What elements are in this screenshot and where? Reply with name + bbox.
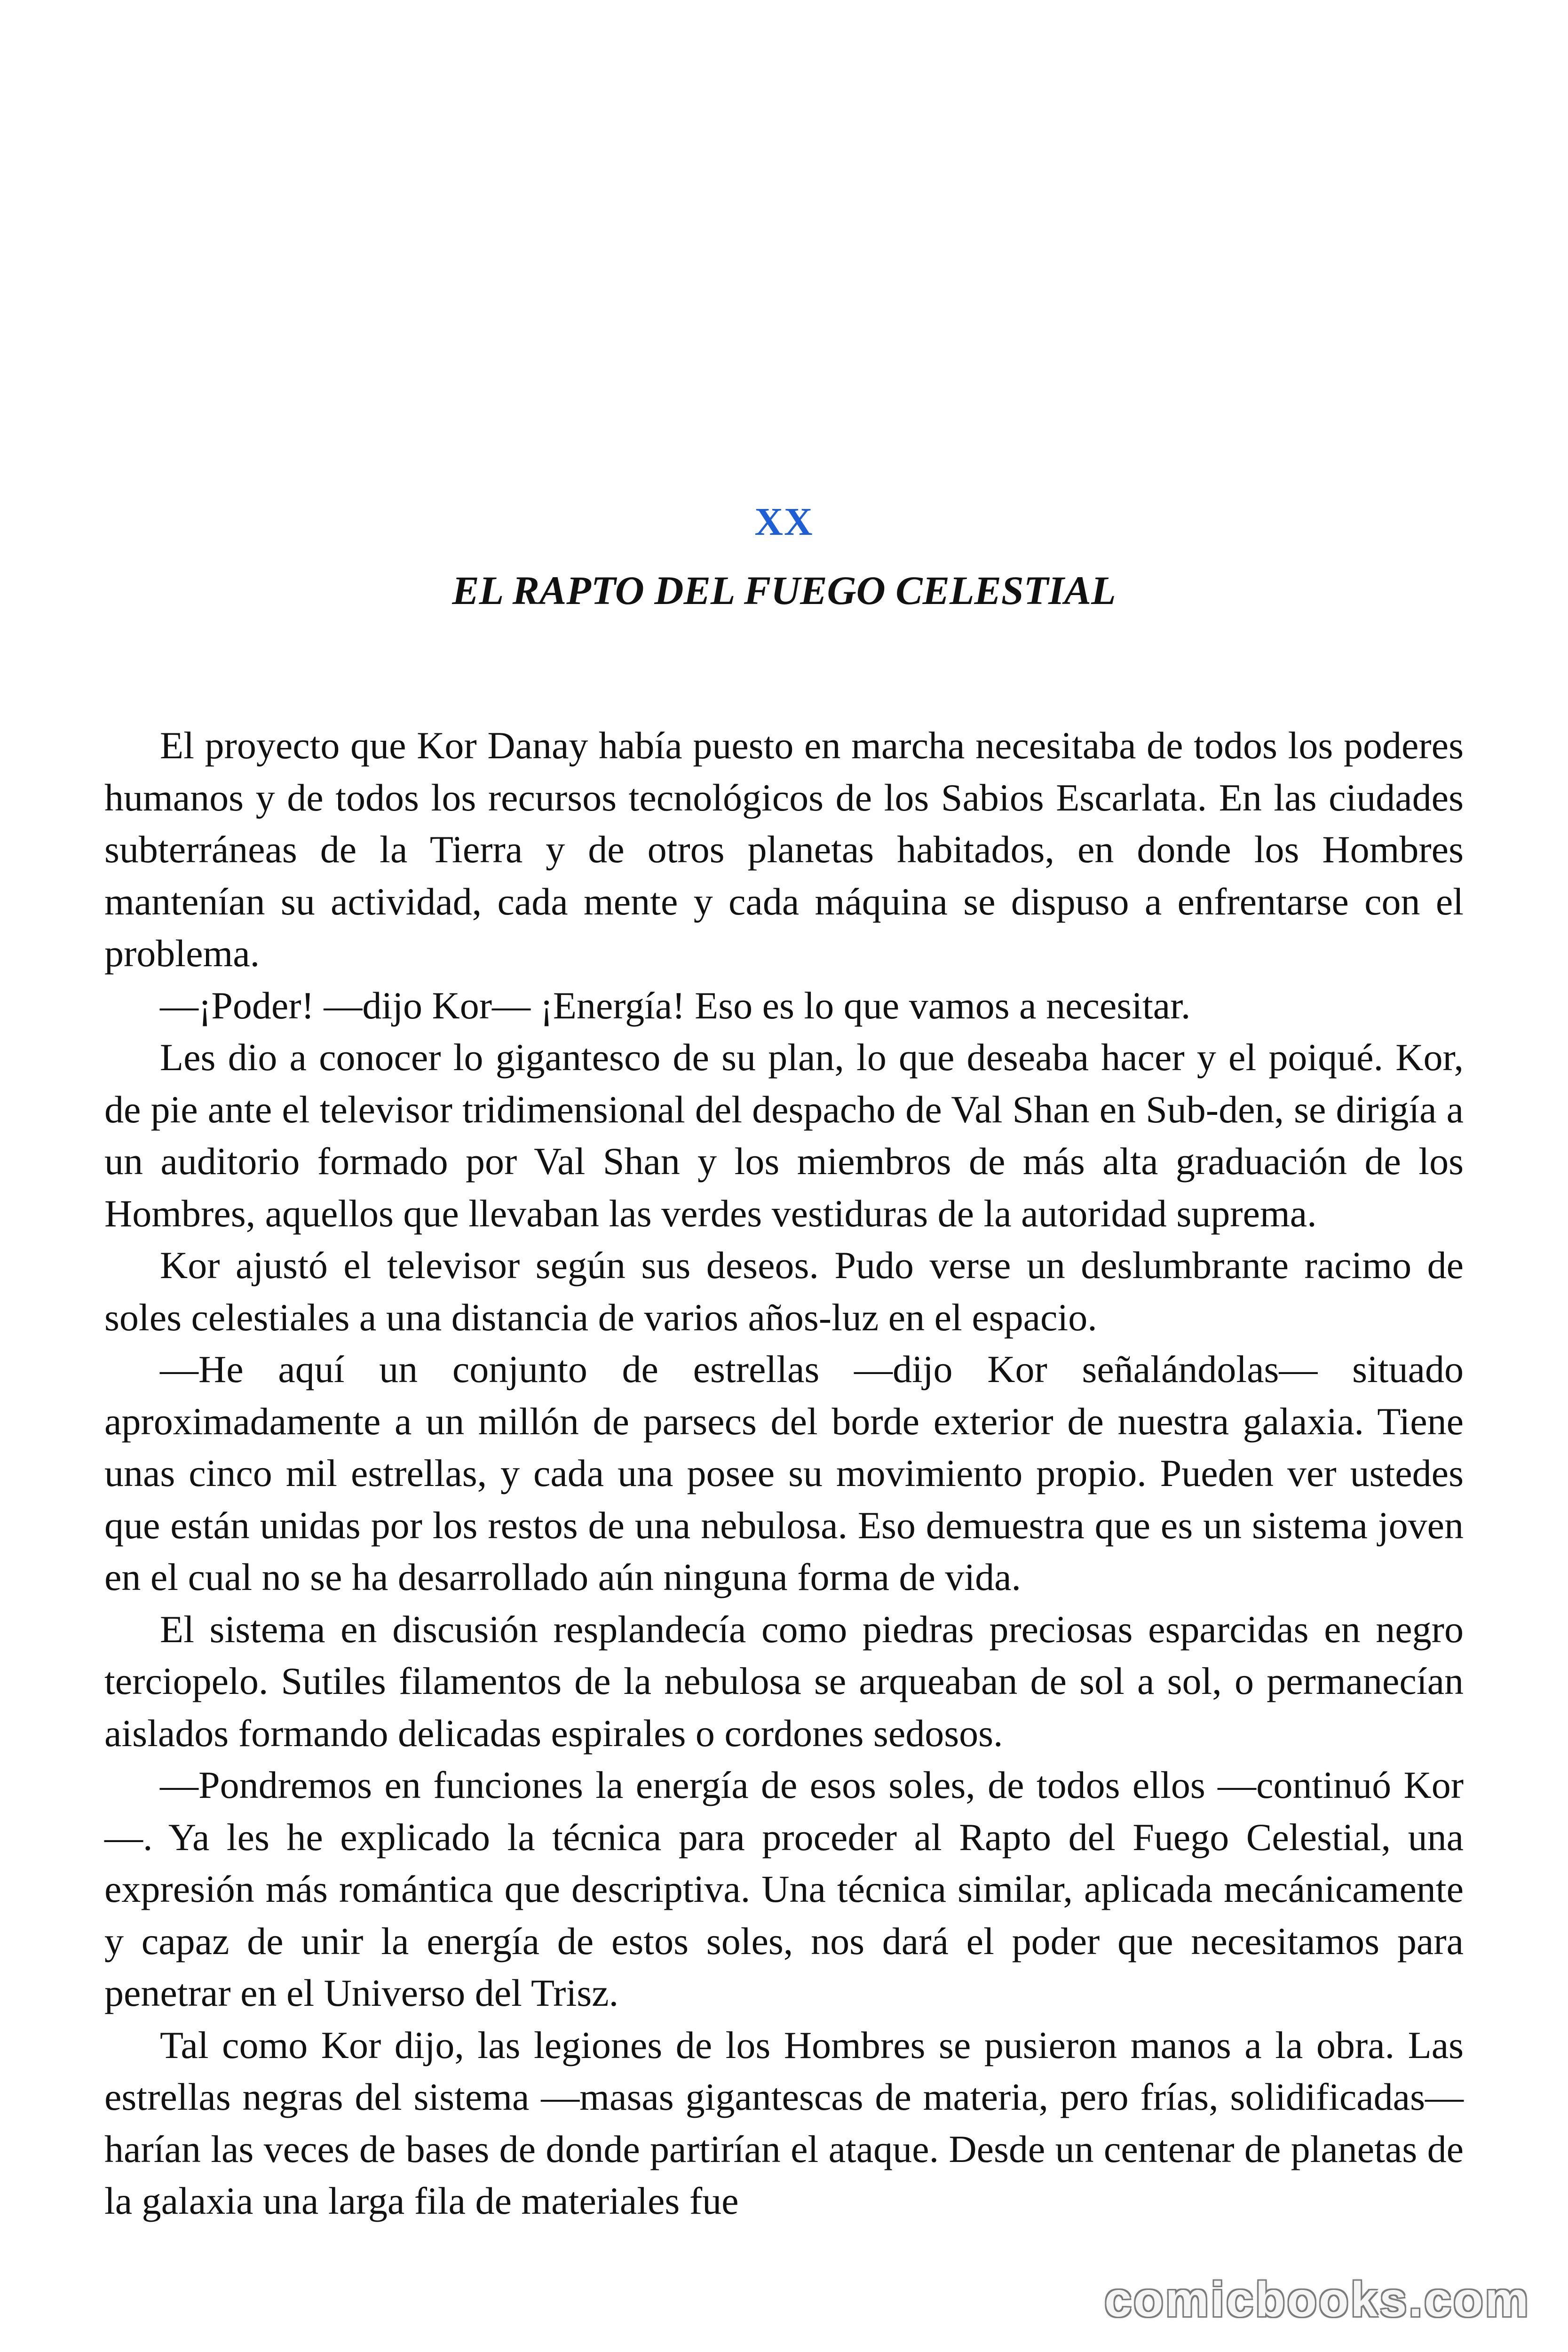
paragraph: Tal como Kor dijo, las legiones de los Hombres se pusieron manos a la obra. Las estrellas negras del sistema —masas gigantescas de materia, pero frías, solidificadas— harían las veces de bases de donde partirían el ataque. Desde un centenar de planetas de la galaxia una larga fila de materiales fue xyxy=(104,2023,1464,2222)
paragraph: Les dio a conocer lo gigantesco de su plan, lo que deseaba hacer y el poiqué. Kor, de pie ante el televisor tridimensional del despacho de Val Shan en Sub-den, se dirigía a un auditorio formado por Val Shan y los miembros de más alta graduación de los Hombres, aquellos que llevaban las verdes vestiduras de la autoridad suprema. xyxy=(104,1036,1464,1235)
paragraph: —¡Poder! —dijo Kor— ¡Energía! Eso es lo que vamos a necesitar. xyxy=(160,984,1191,1027)
chapter-body xyxy=(104,720,1464,2227)
paragraph: —Pondremos en funciones la energía de esos soles, de todos ellos —continuó Kor—. Ya les he explicado la técnica para proceder al Rapto del Fuego Celestial, una expresión más romántica que descriptiva. Una técnica similar, aplicada mecánicamente y capaz de unir la energía de estos soles, nos dará el poder que necesitamos para penetrar en el Universo del Trisz. xyxy=(104,1764,1464,2014)
paragraph: Kor ajustó el televisor según sus deseos. Pudo verse un deslumbrante racimo de soles celestiales a una distancia de varios años-luz en el espacio. xyxy=(104,1244,1464,1339)
paragraph: El proyecto que Kor Danay había puesto en marcha necesitaba de todos los poderes humanos y de todos los recursos tecnológicos de los Sabios Escarlata. En las ciudades subterráneas de la Tierra y de otros planetas habitados, en donde los Hombres mantenían su actividad, cada mente y cada máquina se dispuso a enfrentarse con el problema. xyxy=(104,724,1464,975)
site-watermark: comicbooks.com xyxy=(1104,2273,1530,2327)
chapter-number: XX xyxy=(754,500,814,544)
paragraph: —He aquí un conjunto de estrellas —dijo Kor señalándolas— situado aproximadamente a un millón de parsecs del borde exterior de nuestra galaxia. Tiene unas cinco mil estrellas, y cada una posee su movimiento propio. Pueden ver ustedes que están unidas por los restos de una nebulosa. Eso demuestra que es un sistema joven en el cual no se ha desarrollado aún ninguna forma de vida. xyxy=(104,1348,1464,1598)
chapter-title: EL RAPTO DEL FUEGO CELESTIAL xyxy=(452,568,1116,613)
paragraph: El sistema en discusión resplandecía como piedras preciosas esparcidas en negro terciopelo. Sutiles filamentos de la nebulosa se arqueaban de sol a sol, o permanecían aislados formando delicadas espirales o cordones sedosos. xyxy=(104,1607,1464,1755)
